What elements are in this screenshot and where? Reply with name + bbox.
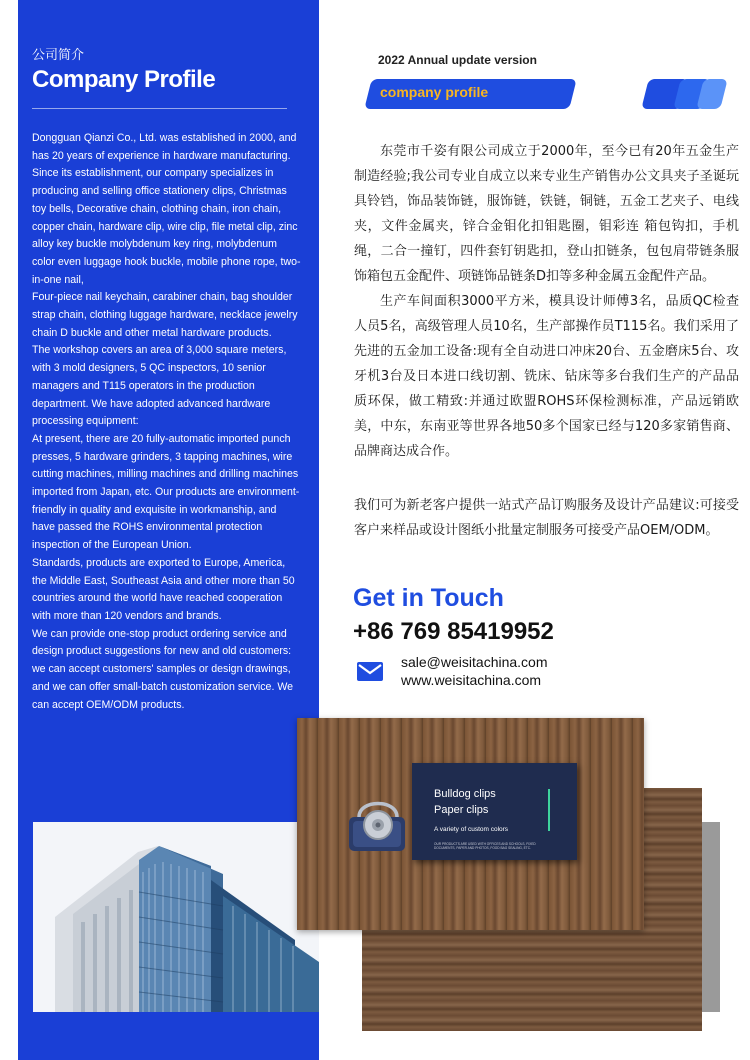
english-profile-text xyxy=(32,130,302,714)
annual-version-label: 2022 Annual update version xyxy=(378,53,537,67)
building-illustration xyxy=(33,822,319,1012)
cn-section-title: 公司简介 xyxy=(32,48,85,63)
website-link[interactable]: www.weisitachina.com xyxy=(401,672,542,688)
contact-heading: Get in Touch xyxy=(353,584,504,612)
cn-paragraph: 生产车间面积3000平方米，模具设计师傅3名，品质QC检查人员5名，高级管理人员10名，生产部操作员T115名。我们采用了先进的五金加工设备:现有全自动进口冲床20台、五金磨床5台、攻牙机3台及日本进口线切割、铣床、钻床等多台我们生产的产品品质环保，做工精致:并通过欧盟ROHS环保检测标准，产品远销欧美，中东，东南亚等世界各地50多个国家已经与120多家销售商、品牌商达成合作。 xyxy=(354,294,739,459)
office-building-photo xyxy=(33,822,319,1012)
cn-paragraph: 我们可为新老客户提供一站式产品订购服务及设计产品建议:可接受客户来样品或设计图纸小批量定制服务可接受产品OEM/ODM。 xyxy=(354,498,739,538)
chinese-profile-text xyxy=(354,139,739,543)
en-paragraph: Standards, products are exported to Europe, America, the Middle East, Southeast Asia and other more than 50 countries around the world have reached cooperation with more than 120 vendors and brands. xyxy=(32,556,295,622)
card-subtitle: A variety of custom colors xyxy=(434,826,509,833)
section-pill-label: company profile xyxy=(380,84,489,100)
card-fine-print: OUR PRODUCTS ARE USED WITH OFFICES AND SCHOOLS, FIXED DOCUMENTS, PAPER AND PHOTOS, FOOD BAG SEALING, ETC. xyxy=(434,842,536,850)
cn-paragraph: 东莞市千姿有限公司成立于2000年，至今已有20年五金生产制造经验;我公司专业自成立以来专业生产销售办公文具夹子圣诞玩具铃铛，饰品装饰链，服饰链，铁链，铜链，五金工艺夹子、电线夹，文件金属夹，锌合金钼化扣钼匙圈，钼彩连 箱包钩扣，手机绳，二合一撞钉，四件套钉钥匙扣，登山扣链条，包包肩带链条服饰箱包五金配件、项链饰品链条D扣等多种金属五金配件产品。 xyxy=(354,144,739,284)
en-paragraph: We can provide one-stop product ordering service and design product suggestions for new and old customers: we can accept customers' samples or design drawings, and we can offer small-batch customization service. We can accept OEM/ODM products. xyxy=(32,627,294,711)
card-accent-bar xyxy=(548,789,550,831)
en-paragraph: Dongguan Qianzi Co., Ltd. was established in 2000, and has 20 years of experience in hardware manufacturing. Since its establishment, our company specializes in producing and selling office stationery clips, Christmas toy bells, Decorative chain, clothing chain, iron chain, copper chain, hardware clip, wire clip, file metal clip, zinc alloy key buckle molybdenum key ring, molybdenum color even luggage hook buckle, mobile phone rope, two-in-one nail, xyxy=(32,132,301,286)
title-divider xyxy=(32,108,287,109)
mail-icon xyxy=(357,662,383,681)
en-paragraph: Four-piece nail keychain, carabiner chain, bag shoulder strap chain, clothing luggage hardware, necklace jewelry chain D buckle and other metal hardware products. xyxy=(32,291,298,339)
en-paragraph: The workshop covers an area of 3,000 square meters, with 3 mold designers, 5 QC inspectors, 10 senior managers and T115 operators in the production department. We have adopted advanced hardware processing equipment: xyxy=(32,344,287,428)
page-title: Company Profile xyxy=(32,66,216,93)
binder-clip-icon xyxy=(345,795,417,861)
en-paragraph: At present, there are 20 fully-automatic imported punch presses, 5 hardware grinders, 3 tapping machines, wire cutting machines, milling machines and drilling machines imported from Japan, etc. Our products are environment-friendly in quality and exquisite in workmanship, and have passed the ROHS environmental protection inspection of the European Union. xyxy=(32,432,300,552)
card-title-line1: Bulldog clips xyxy=(434,788,496,800)
product-card xyxy=(412,763,577,860)
email-link[interactable]: sale@weisitachina.com xyxy=(401,654,548,670)
phone-number[interactable]: +86 769 85419952 xyxy=(353,618,554,645)
card-title-line2: Paper clips xyxy=(434,804,489,816)
